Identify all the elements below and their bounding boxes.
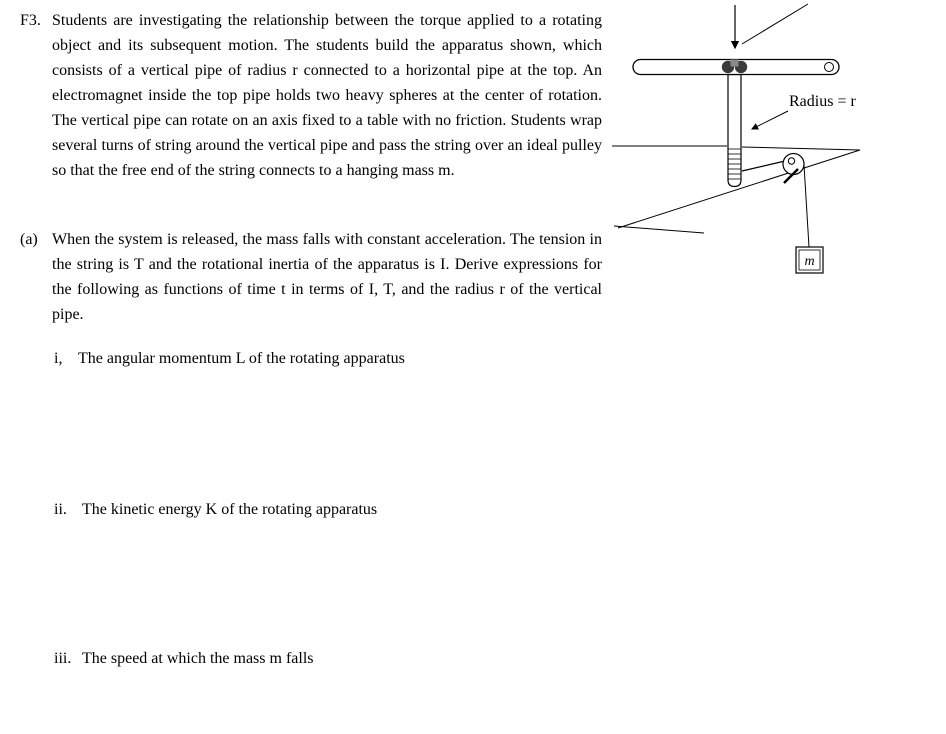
table-back-edge-right — [742, 147, 860, 150]
subpart-ii — [54, 497, 377, 522]
radius-leader-arrow — [752, 111, 788, 129]
subpart-i-label: i, — [54, 350, 63, 367]
table-front-edge — [614, 226, 704, 233]
subpart-iii-label: iii. — [54, 650, 72, 667]
hanging-mass — [796, 247, 823, 273]
subpart-iii — [54, 646, 314, 671]
subpart-i-text: The angular momentum L of the rotating apparatus — [78, 350, 405, 367]
pipe-end-cap — [825, 63, 834, 72]
subpart-ii-text: The kinetic energy K of the rotating apparatus — [82, 501, 378, 518]
electromagnet — [731, 60, 739, 67]
subpart-ii-label: ii. — [54, 501, 67, 518]
vertical-pipe-body — [728, 75, 741, 187]
part-a-label: (a) — [20, 231, 38, 248]
pointer-line — [742, 4, 808, 44]
part-a-text: When the system is released, the mass falls with constant acceleration. The tension in the string is T and the rotational inertia of the apparatus is I. Derive expressions for the following as functions of time t in terms of I, T, and the radius r of the vertical pipe. — [52, 231, 602, 323]
part-a — [20, 227, 602, 327]
string-to-pulley — [742, 161, 785, 171]
vertical-pipe — [728, 75, 741, 187]
problem-intro-text: Students are investigating the relationship between the torque applied to a rotating object and its subsequent motion. The students build the apparatus shown, which consists of a vertical pipe of radius r connected to a horizontal pipe at the top. An electromagnet inside the top pipe holds two heavy spheres at the center of rotation. The vertical pipe can rotate on an axis fixed to a table with no friction. Students wrap several turns of string around the vertical pipe and pass the string over an ideal pulley so that the free end of the string connects to a hanging mass m. — [52, 12, 602, 179]
problem-number: F3. — [20, 12, 41, 29]
apparatus-diagram — [608, 0, 898, 300]
pulley-axle — [788, 158, 794, 164]
subpart-i — [54, 346, 405, 371]
radius-annotation — [752, 93, 856, 129]
problem-statement — [20, 8, 602, 183]
mass-label: m — [804, 254, 815, 269]
string-vertical — [804, 165, 809, 247]
pulley — [783, 154, 804, 184]
radius-label: Radius = r — [789, 93, 856, 110]
subpart-iii-text: The speed at which the mass m falls — [82, 650, 314, 667]
